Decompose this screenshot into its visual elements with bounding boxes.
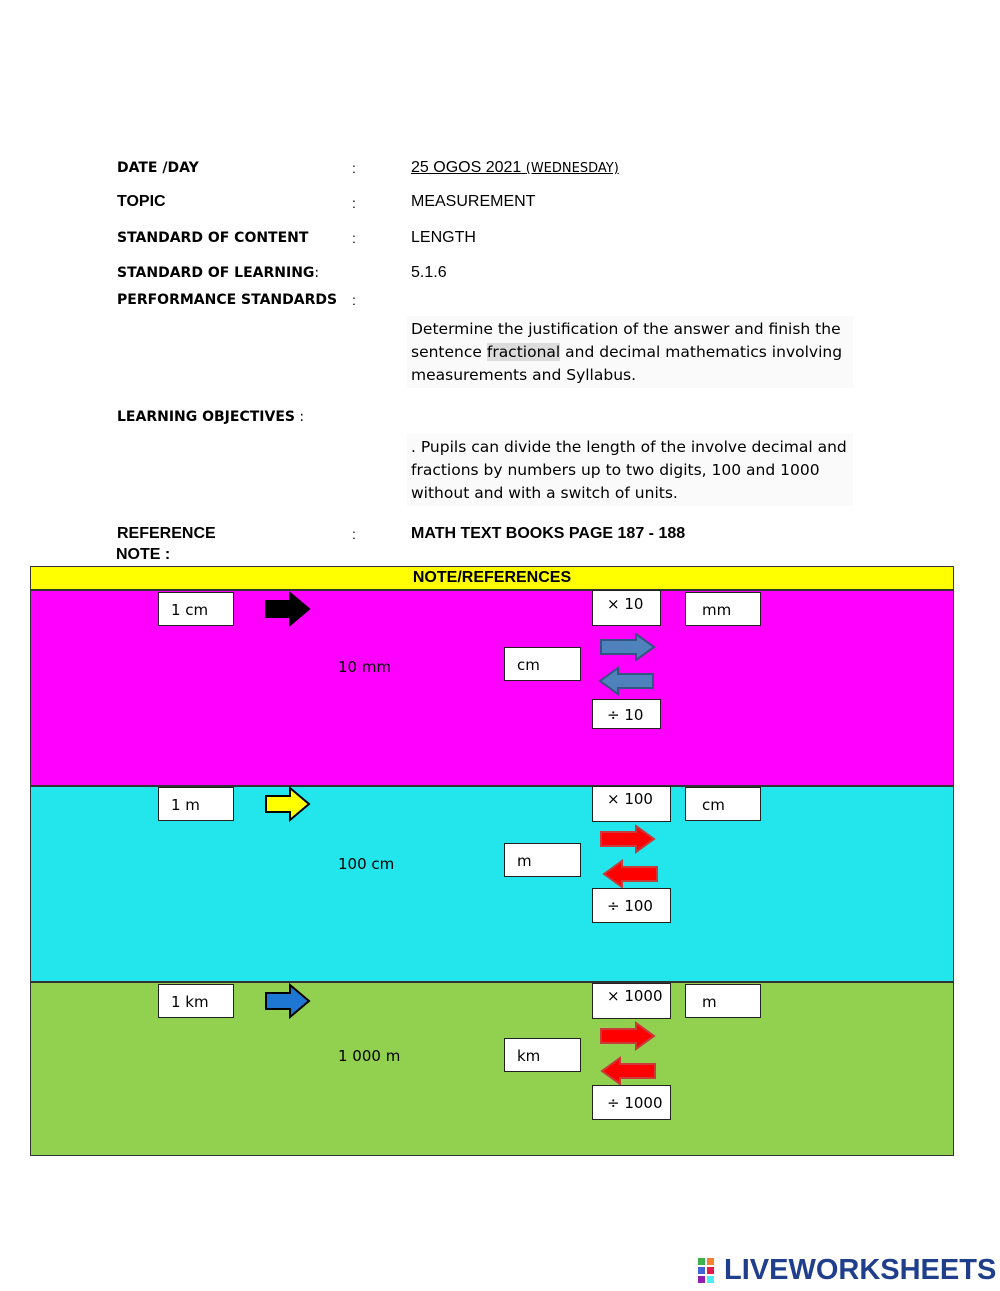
notes-title: NOTE/REFERENCES [412,569,572,586]
learning-value: 5.1.6 [411,264,447,281]
brand-name: LIVEWORKSHEETS [724,1253,997,1286]
from-unit-box: m [504,843,581,877]
arrow-left-icon [596,666,656,696]
content-label: STANDARD OF CONTENT [117,230,309,246]
equivalent-value: 1 000 m [338,1047,401,1065]
to-unit-box: m [685,984,761,1018]
objectives-text: . Pupils can divide the length of the involve decimal and fractions by numbers up to two digits, 100 and 1000 without and with a switch of units. [407,434,853,506]
arrow-left-icon [598,1056,658,1086]
colon: : [352,195,356,211]
objectives-label [117,409,304,425]
colon: : [352,230,356,246]
day-text: (WEDNESDAY) [525,161,619,176]
arrow-right-icon [598,1021,658,1051]
colon: : [352,292,356,308]
learning-colon: : [314,265,320,281]
notes-title-bar [30,566,954,590]
to-unit-box: mm [685,592,761,626]
unit-box: 1 km [158,984,234,1018]
performance-highlight: fractional [486,343,561,361]
performance-text-end: and decimal mathematics involving measurements and Syllabus. [411,343,843,384]
topic-value: MEASUREMENT [411,193,536,210]
from-unit-box: cm [504,647,581,681]
performance-text [407,316,853,388]
colon: : [352,160,356,176]
arrow-right-icon [598,824,658,854]
reference-label: REFERENCE [117,525,216,542]
performance-label: PERFORMANCE STANDARDS [117,292,338,308]
multiply-box: × 10 [592,590,661,626]
topic-label: TOPIC [117,193,166,210]
date-label: DATE /DAY [117,160,199,176]
content-value: LENGTH [411,229,476,246]
performance-text-start: Determine the justification of the answer and finish the sentence [411,320,841,361]
note-label: NOTE : [116,546,171,563]
unit-box: 1 cm [158,592,234,626]
date-value [411,159,619,177]
unit-box: 1 m [158,787,234,821]
arrow-right-icon [264,982,312,1020]
colon: : [352,526,356,542]
divide-box: ÷ 10 [592,699,661,729]
arrow-right-icon [264,785,312,823]
arrow-right-icon [264,590,312,628]
objectives-colon: : [294,409,305,425]
arrow-right-icon [598,632,658,662]
equivalent-value: 100 cm [338,855,395,873]
divide-box: ÷ 1000 [592,1085,671,1120]
multiply-box: × 100 [592,786,671,822]
multiply-box: × 1000 [592,983,671,1019]
learning-label-text: STANDARD OF LEARNING [117,265,315,281]
reference-value: MATH TEXT BOOKS PAGE 187 - 188 [411,525,686,542]
arrow-left-icon [600,859,660,889]
liveworksheets-logo [698,1255,996,1285]
learning-label [117,265,319,281]
to-unit-box: cm [685,787,761,821]
objectives-label-text: LEARNING OBJECTIVES [117,409,295,425]
date-text: 25 OGOS 2021 [411,159,522,176]
equivalent-value: 10 mm [338,658,392,676]
divide-box: ÷ 100 [592,888,671,923]
logo-icon [698,1257,724,1283]
from-unit-box: km [504,1038,581,1072]
